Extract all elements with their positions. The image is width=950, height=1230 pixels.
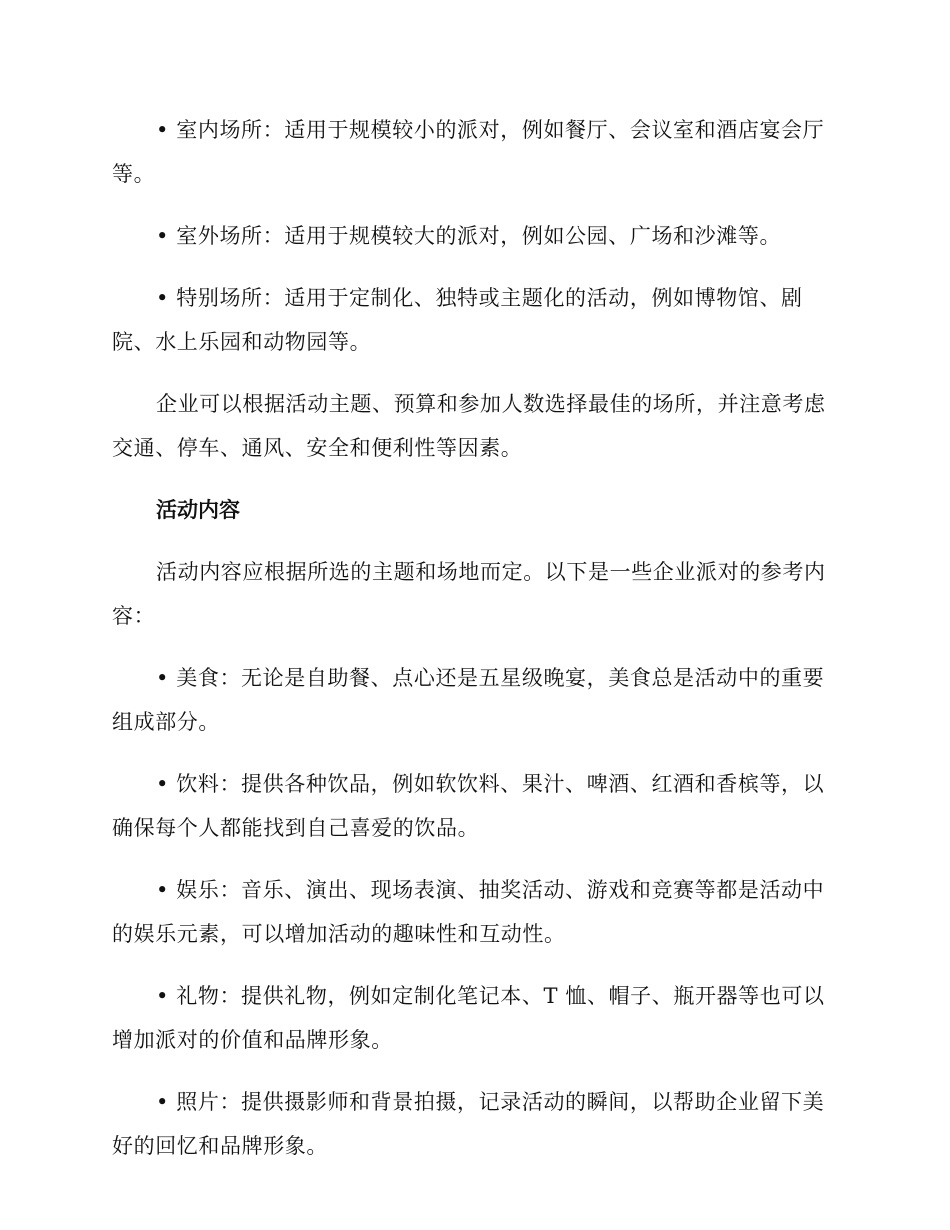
bullet-indoor-venue: • 室内场所：适用于规模较小的派对，例如餐厅、会议室和酒店宴会厅等。 xyxy=(112,118,825,186)
section-heading-activity-content: 活动内容 xyxy=(156,498,240,522)
bullet-drinks: • 饮料：提供各种饮品，例如软饮料、果汁、啤酒、红酒和香槟等，以确保每个人都能找到自己喜爱的饮品。 xyxy=(112,772,825,840)
activity-content-intro: 活动内容应根据所选的主题和场地而定。以下是一些企业派对的参考内容： xyxy=(112,560,826,628)
bullet-food: • 美食：无论是自助餐、点心还是五星级晚宴，美食总是活动中的重要组成部分。 xyxy=(112,666,825,734)
bullet-gifts: • 礼物：提供礼物，例如定制化笔记本、T 恤、帽子、瓶开器等也可以增加派对的价值和品牌形象。 xyxy=(112,984,825,1052)
venue-selection-paragraph: 企业可以根据活动主题、预算和参加人数选择最佳的场所，并注意考虑交通、停车、通风、安全和便利性等因素。 xyxy=(112,392,826,460)
document-body xyxy=(112,108,840,1186)
bullet-special-venue: • 特别场所：适用于定制化、独特或主题化的活动，例如博物馆、剧院、水上乐园和动物园等。 xyxy=(112,286,803,354)
bullet-outdoor-venue: • 室外场所：适用于规模较大的派对，例如公园、广场和沙滩等。 xyxy=(156,224,782,248)
bullet-entertainment: • 娱乐：音乐、演出、现场表演、抽奖活动、游戏和竞赛等都是活动中的娱乐元素，可以增加活动的趣味性和互动性。 xyxy=(112,878,825,946)
bullet-photos: • 照片：提供摄影师和背景拍摄，记录活动的瞬间，以帮助企业留下美好的回忆和品牌形象。 xyxy=(112,1090,825,1158)
